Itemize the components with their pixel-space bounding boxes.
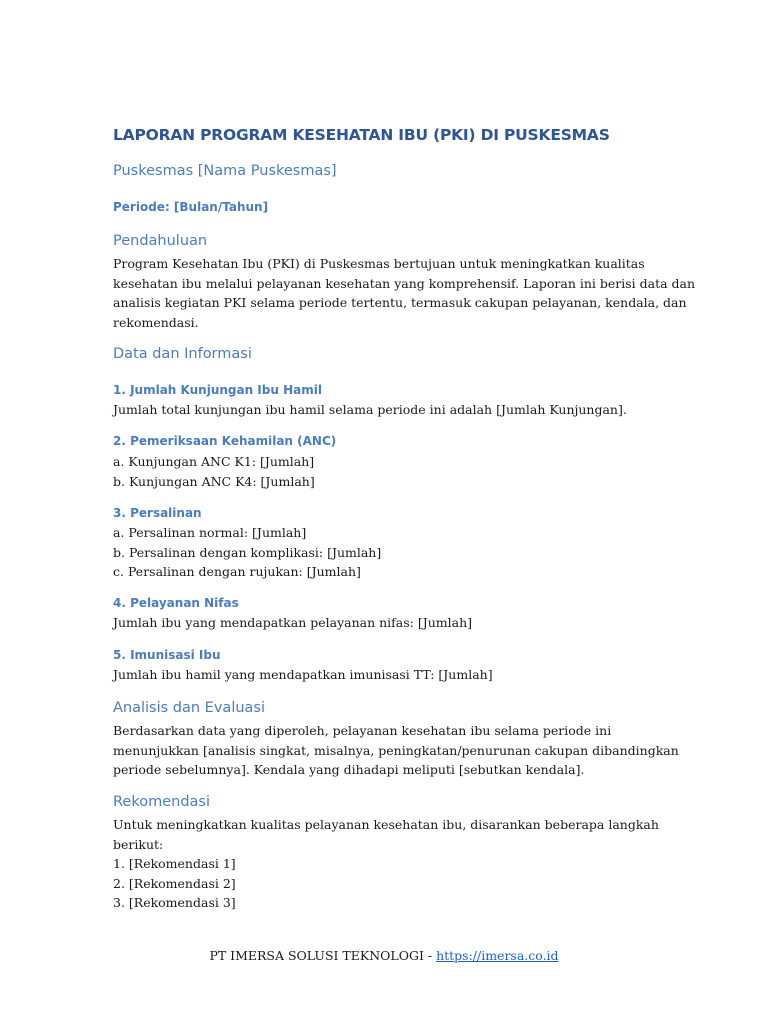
text-line: berikut:: [113, 836, 164, 852]
paragraph-rekomendasi: [113, 815, 658, 913]
section-heading-data-informasi: Data dan Informasi: [113, 346, 252, 362]
text-line: 3. [Rekomendasi 3]: [113, 895, 236, 910]
text-line: b. Persalinan dengan komplikasi: [Jumlah]: [113, 544, 382, 560]
text-line: periode sebelumnya]. Kendala yang dihadapi meliputi [sebutkan kendala].: [113, 762, 585, 777]
footer-website-link[interactable]: https://imersa.co.id: [436, 948, 559, 963]
paragraph-nifas: [113, 613, 658, 633]
subsection-heading-anc: 2. Pemeriksaan Kehamilan (ANC): [113, 434, 337, 448]
text-line: menunjukkan [analisis singkat, misalnya, peningkatan/penurunan cakupan dibandingkan: [113, 742, 679, 758]
text-line: kesehatan ibu melalui pelayanan kesehatan yang komprehensif. Laporan ini berisi data dan: [113, 275, 696, 291]
text-line: Jumlah ibu yang mendapatkan pelayanan nifas: [Jumlah]: [113, 615, 473, 630]
paragraph-persalinan: [113, 523, 658, 582]
section-heading-pendahuluan: Pendahuluan: [113, 233, 208, 249]
page-footer: [0, 948, 768, 963]
text-line: a. Persalinan normal: [Jumlah]: [113, 525, 307, 540]
section-heading-analisis: Analisis dan Evaluasi: [113, 700, 266, 716]
paragraph-analisis: [113, 721, 679, 780]
subsection-heading-nifas: 4. Pelayanan Nifas: [113, 596, 239, 610]
text-line: rekomendasi.: [113, 314, 199, 330]
subsection-heading-imunisasi: 5. Imunisasi Ibu: [113, 648, 221, 662]
document-period: Periode: [Bulan/Tahun]: [113, 200, 269, 214]
footer-company: PT IMERSA SOLUSI TEKNOLOGI -: [209, 948, 437, 963]
text-line: Jumlah total kunjungan ibu hamil selama periode ini adalah [Jumlah Kunjungan].: [113, 402, 627, 417]
paragraph-imunisasi: [113, 665, 658, 685]
text-line: 1. [Rekomendasi 1]: [113, 856, 236, 871]
text-line: Program Kesehatan Ibu (PKI) di Puskesmas bertujuan untuk meningkatkan kualitas: [113, 256, 645, 271]
subsection-heading-kunjungan: 1. Jumlah Kunjungan Ibu Hamil: [113, 383, 322, 397]
text-line: analisis kegiatan PKI selama periode tertentu, termasuk cakupan pelayanan, kendala, dan: [113, 295, 687, 310]
document-title: LAPORAN PROGRAM KESEHATAN IBU (PKI) DI PUSKESMAS: [113, 126, 610, 144]
text-line: Berdasarkan data yang diperoleh, pelayanan kesehatan ibu selama periode ini: [113, 723, 612, 738]
paragraph-anc: [113, 452, 658, 491]
document-subtitle: Puskesmas [Nama Puskesmas]: [113, 163, 337, 179]
text-line: 2. [Rekomendasi 2]: [113, 875, 236, 891]
text-line: b. Kunjungan ANC K4: [Jumlah]: [113, 473, 315, 489]
paragraph-kunjungan: [113, 400, 658, 420]
subsection-heading-persalinan: 3. Persalinan: [113, 506, 202, 520]
text-line: Jumlah ibu hamil yang mendapatkan imunisasi TT: [Jumlah]: [113, 667, 493, 682]
paragraph-pendahuluan: [113, 254, 696, 332]
section-heading-rekomendasi: Rekomendasi: [113, 794, 211, 810]
text-line: Untuk meningkatkan kualitas pelayanan kesehatan ibu, disarankan beberapa langkah: [113, 817, 659, 832]
text-line: a. Kunjungan ANC K1: [Jumlah]: [113, 454, 315, 469]
text-line: c. Persalinan dengan rujukan: [Jumlah]: [113, 564, 361, 579]
